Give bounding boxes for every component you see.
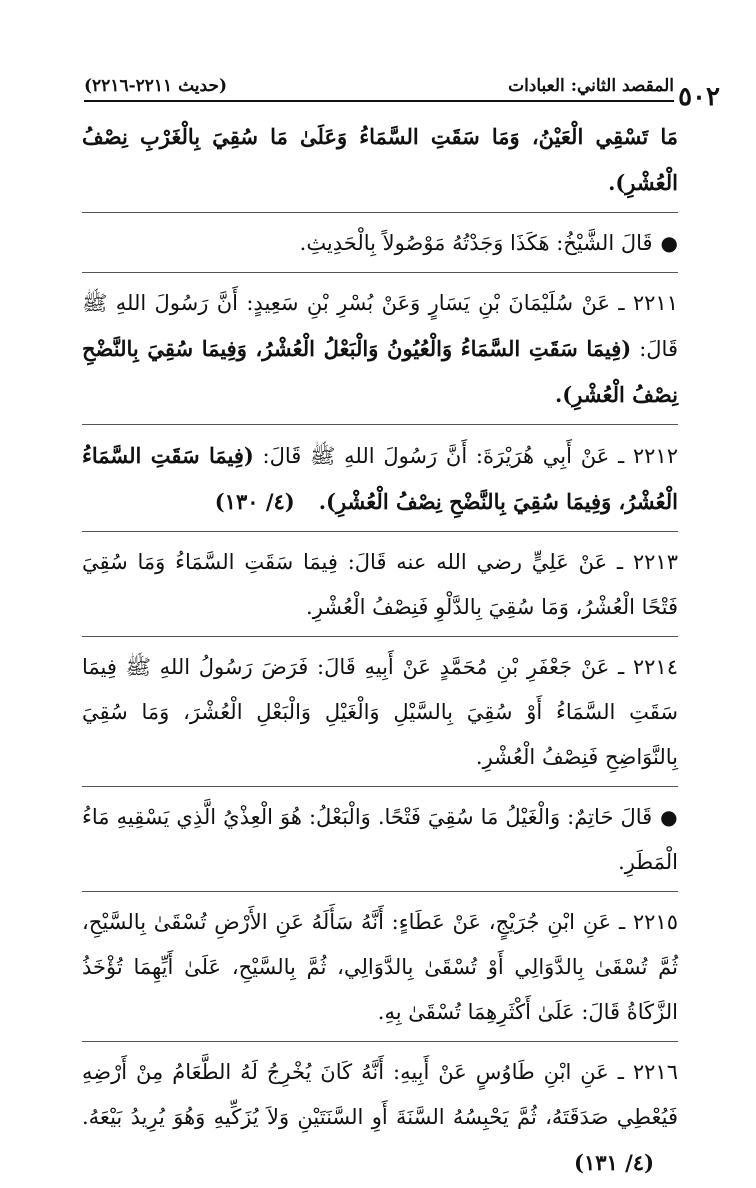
source-reference: (٤/ ١٣١): [574, 1150, 654, 1175]
paragraph-separator: [82, 424, 678, 425]
hadith-text: ٢٢١١ ـ عَنْ سُلَيْمَانَ بْنِ يَسَارٍ وَعَنْ بُسْرِ بْنِ سَعِيدٍ: أَنَّ رَسُولَ اللهِ ﷺ قَالَ:: [82, 291, 678, 361]
paragraph-separator: [82, 1041, 678, 1042]
hadith-paragraph: [82, 900, 678, 1035]
hadith-text: ٢٢١٥ ـ عَنِ ابْنِ جُرَيْجٍ، عَنْ عَطَاءٍ: أَنَّهُ سَأَلَهُ عَنِ الأَرْضِ تُسْقَىٰ بِالسَّيْحِ، ثُمَّ تُسْقَىٰ بِالدَّوَالِي أَوْ تُسْقَىٰ بِالدَّوَالِي، ثُمَّ بِالسَّيْحِ، عَلَىٰ أَيِّهِمَا تُؤْخَذُ الزَّكَاةُ قَالَ: عَلَىٰ أَكْثَرِهِمَا تُسْقَىٰ بِهِ.: [82, 910, 678, 1024]
page-number: ٥٠٢: [678, 82, 720, 112]
paragraph-separator: [82, 272, 678, 273]
bullet-icon: ●: [660, 231, 678, 255]
hadith-paragraph: [82, 1050, 678, 1186]
paragraph-separator: [82, 531, 678, 532]
header-section-title: المقصد الثاني: العبادات: [508, 76, 674, 96]
hadith-text: ٢٢١٦ ـ عَنِ ابْنِ طَاوُسٍ عَنْ أَبِيهِ: أَنَّهُ كَانَ يُخْرِجُ لَهُ الطَّعَامُ مِنْ أَرْضِهِ فَيُعْطِي صَدَقَتَهُ، ثُمَّ يَحْبِسُهُ السَّنَةَ أَوِ السَّنَتَيْنِ وَلاَ يُزَكِّيهِ وَهُوَ يُرِيدُ بَيْعَهُ.: [82, 1060, 678, 1129]
commentary-paragraph: [82, 221, 678, 266]
hadith-paragraph: [82, 433, 678, 525]
hadith-text: ٢٢١٤ ـ عَنْ جَعْفَرِ بْنِ مُحَمَّدٍ عَنْ أَبِيهِ قَالَ: فَرَضَ رَسُولُ اللهِ ﷺ فِيمَا سَقَتِ السَّمَاءُ أَوْ سُقِيَ بِالسَّيْلِ وَالْغَيْلِ وَالْبَعْلِ الْعُشْرَ، وَمَا سُقِيَ بِالنَّوَاضِحِ فَنِصْفُ الْعُشْرِ.: [82, 655, 678, 769]
hadith-text: ٢٢١٢ ـ عَنْ أَبِي هُرَيْرَةَ: أَنَّ رَسُولَ اللهِ ﷺ قَالَ:: [253, 444, 678, 468]
paragraph-separator: [82, 786, 678, 787]
page-body: [82, 114, 678, 1188]
bullet-icon: ●: [660, 805, 678, 829]
hadith-paragraph: [82, 540, 678, 630]
running-header: [84, 66, 674, 102]
hadith-paragraph: [82, 281, 678, 418]
hadith-text-bold: (فِيمَا سَقَتِ السَّمَاءُ وَالْعُيُونُ وَالْبَعْلُ الْعُشْرُ، وَفِيمَا سُقِيَ بِالنَّضْحِ نِصْفُ الْعُشْرِ).: [82, 336, 678, 407]
hadith-paragraph: [82, 645, 678, 780]
hadith-text: ٢٢١٣ ـ عَنْ عَلِيٍّ رضي الله عنه قَالَ: فِيمَا سَقَتِ السَّمَاءُ وَمَا سُقِيَ فَتْحًا الْعُشْرُ، وَمَا سُقِيَ بِالدَّلْوِ فَنِصْفُ الْعُشْرِ.: [82, 550, 678, 619]
hadith-text-bold: مَا تَسْقِي الْعَيْنُ، وَمَا سَقَتِ السَّمَاءُ وَعَلَىٰ مَا سُقِيَ بِالْغَرْبِ نِصْفُ الْعُشْرِ).: [82, 124, 678, 195]
paragraph-separator: [82, 212, 678, 213]
paragraph-separator: [82, 636, 678, 637]
hadith-text: قَالَ حَاتِمٌ: وَالْغَيْلُ مَا سُقِيَ فَتْحًا. وَالْبَعْلُ: هُوَ الْعِذْيُ الَّذِي يَسْقِيهِ مَاءُ الْمَطَرِ.: [82, 805, 678, 874]
commentary-paragraph: [82, 795, 678, 885]
source-reference: (٤/ ١٣٠): [214, 489, 295, 514]
hadith-text: قَالَ الشَّيْخُ: هَكَذَا وَجَدْتُهُ مَوْصُولاً بِالْحَدِيثِ.: [299, 231, 653, 255]
hadith-paragraph: [82, 114, 678, 206]
paragraph-separator: [82, 891, 678, 892]
header-hadith-range: (حديث ٢٢١١-٢٢١٦): [84, 76, 227, 96]
hadith-text-bold: (فِيمَا سَقَتِ السَّمَاءُ الْعُشْرُ، وَفِيمَا سُقِيَ بِالنَّضْحِ نِصْفُ الْعُشْرِ).: [82, 443, 678, 514]
